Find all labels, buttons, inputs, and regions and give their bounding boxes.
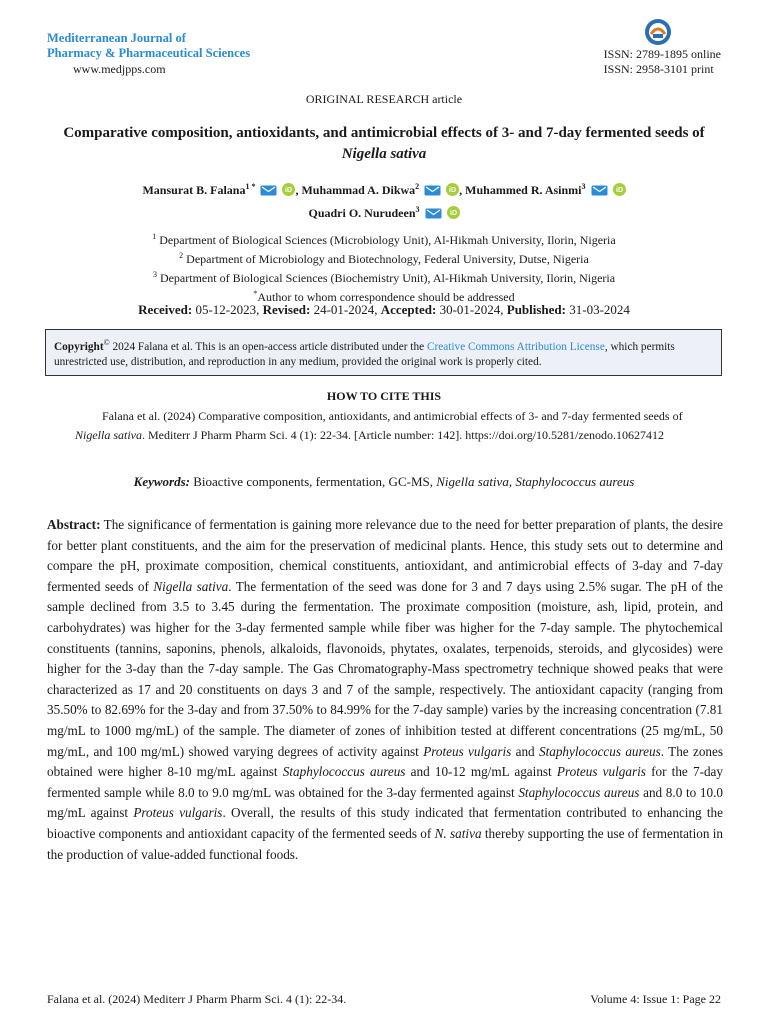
copyright-text-2: , which permits unrestricted use, distribution, and reproduction in any medium, provided the original work is properly cited. [54, 340, 675, 368]
email-icon[interactable] [260, 185, 277, 196]
orcid-icon[interactable] [613, 183, 626, 196]
revised-date: 24-01-2024, [310, 302, 381, 317]
author-separator: , [295, 183, 302, 197]
author-sup: 2 [415, 182, 420, 191]
accepted-label: Accepted: [380, 302, 437, 317]
title-text: Comparative composition, antioxidants, and antimicrobial effects of 3- and 7-day fermented seeds of [63, 125, 705, 141]
journal-name [47, 31, 250, 61]
abstract-text: . The fermentation of the seed was done for 3 and 7 days using 2.5% sugar. The pH of the sample declined from 3.5 to 3.45 during the fermentation. The proximate composition (moisture, ash, lipid, protein, and carbohydrates) was higher for the 3-day fermented sample while fiber was higher for the 7-day sample. The phytochemical constituents (tannins, saponins, phenols, alkaloids, flavonoids, phytates, oxalates, terpenoids, steroids, and glycosides) were higher for the 3-day than the 7-day sample. The Gas Chromatography-Mass spectrometry technique showed peaks that were characterized as 17 and 20 constituents on days 3 and 7 of the sample, respectively. The antioxidant capacity (ranging from 35.50% to 82.69% for the 3-day and from 37.50% to 84.99% for the 7-day sample) varies by the increasing concentration (7.81 mg/mL to 1000 mg/mL) of the sample. The diameter of zones of inhibition tested at different concentrations (25 mg/mL, 50 mg/mL, and 100 mg/mL) showed varying degrees of activity against [47, 578, 723, 759]
author-line-2 [60, 200, 708, 223]
abstract-italic: Staphylococcus aureus [538, 743, 661, 759]
author-name: Mansurat B. Falana [142, 183, 246, 197]
affiliation-item [60, 267, 708, 286]
correspondence-text: Author to whom correspondence should be addressed [257, 290, 515, 304]
abstract-text: and [511, 743, 539, 759]
svg-text:iD: iD [449, 187, 457, 194]
affiliation-text: Department of Biological Sciences (Microbiology Unit), Al-Hikmah University, Ilorin, Nigeria [156, 233, 616, 247]
copyright-symbol: © [103, 338, 110, 347]
abstract-italic: Proteus vulgaris [556, 764, 646, 780]
citation-text-2: . Mediterr J Pharm Pharm Sci. 4 (1): 22-34. [Article number: 142]. https://doi.org/10.5281/zenodo.10627412 [142, 428, 665, 442]
affiliation-num: 1 [152, 232, 157, 241]
received-label: Received: [138, 302, 193, 317]
abstract-italic: Staphylococcus aureus [518, 784, 640, 800]
abstract-text: The significance of fermentation is gaining more relevance due to the need for better preparation of plants, the desire for better plant constituents, and the aim for the preservation of medicinal plants. Hence, this study sets out to determine and compare the pH, proximate composition, chemical constituents, antioxidant, and antimicrobial effects of 3-day and 7-day fermented seeds of [47, 517, 723, 594]
abstract-italic: Staphylococcus aureus [282, 764, 406, 780]
article-type: ORIGINAL RESEARCH article [305, 92, 463, 106]
footer-citation: Falana et al. (2024) Mediterr J Pharm Pharm Sci. 4 (1): 22-34. [47, 992, 347, 1006]
license-link[interactable]: Creative Commons Attribution License [426, 340, 605, 353]
affiliation-item [60, 229, 708, 248]
email-icon[interactable] [425, 208, 442, 219]
issn-online: ISSN: 2789-1895 online [603, 47, 721, 61]
published-date: 31-03-2024 [566, 302, 630, 317]
abstract-text: and 8.0 to 10.0 mg/mL against [47, 784, 723, 821]
copyright-box [45, 329, 722, 376]
title-species: Nigella sativa [341, 146, 427, 162]
author-sup: 3 [415, 205, 420, 214]
affiliation-num: 3 [152, 270, 157, 279]
abstract-text: . The zones obtained were higher 8-10 mg/mL against [47, 743, 723, 780]
abstract-label: Abstract: [47, 517, 101, 532]
svg-text:iD: iD [285, 187, 293, 194]
asterisk: * [253, 289, 258, 298]
journal-url[interactable]: www.medjpps.com [73, 62, 166, 76]
author-sup: 1 * [245, 182, 256, 191]
abstract-text: . Overall, the results of this study indicated that fermentation contributed to enhancing the bioactive components and antioxidant capacity of the fermented seeds of [47, 805, 723, 841]
accepted-date: 30-01-2024, [436, 302, 507, 317]
copyright-label: Copyright [54, 340, 104, 353]
author-sup: 3 [581, 182, 586, 191]
author-list [60, 177, 708, 223]
keywords-label: Keywords: [133, 474, 190, 489]
keywords-italic: Nigella sativa, Staphylococcus aureus [436, 474, 635, 489]
keywords-text: Bioactive components, fermentation, GC-MS, [190, 474, 437, 489]
journal-logo-icon [644, 18, 672, 46]
affiliation-num: 2 [179, 251, 184, 260]
author-name: Quadri O. Nurudeen [308, 206, 416, 220]
journal-name-line1: Mediterranean Journal of [47, 31, 186, 45]
email-icon[interactable] [591, 185, 608, 196]
page-number: Volume 4: Issue 1: Page 22 [590, 992, 721, 1006]
author-separator: , [459, 183, 466, 197]
affiliations [60, 229, 708, 305]
revised-label: Revised: [262, 302, 311, 317]
orcid-icon[interactable] [446, 183, 459, 196]
abstract-italic: Proteus vulgaris [423, 743, 512, 759]
abstract [47, 515, 723, 865]
affiliation-item [60, 248, 708, 267]
author-name: Muhammed R. Asinmi [465, 183, 582, 197]
article-dates [40, 302, 728, 318]
copyright-text: 2024 Falana et al. This is an open-access article distributed under the [109, 340, 427, 353]
svg-text:iD: iD [615, 187, 623, 194]
issn-block [604, 47, 721, 77]
journal-name-line2: Pharmacy & Pharmaceutical Sciences [47, 46, 251, 60]
citation [75, 407, 715, 445]
keywords [0, 474, 768, 490]
issn-print: ISSN: 2958-3101 print [603, 62, 714, 76]
affiliation-text: Department of Microbiology and Biotechnology, Federal University, Dutse, Nigeria [183, 252, 589, 266]
abstract-italic: Proteus vulgaris [133, 805, 223, 821]
orcid-icon[interactable] [447, 206, 460, 219]
abstract-text: and 10-12 mg/mL against [405, 764, 557, 780]
received-date: 05-12-2023, [192, 302, 263, 317]
orcid-icon[interactable] [282, 183, 295, 196]
abstract-italic: Nigella sativa [153, 578, 229, 594]
author-line-1 [60, 177, 708, 200]
published-label: Published: [506, 302, 566, 317]
svg-text:iD: iD [449, 210, 457, 217]
abstract-text: for the 7-day fermented sample while 8.0 to 9.0 mg/mL was obtained for the 3-day fermented against [47, 764, 723, 800]
citation-species: Nigella sativa [75, 428, 142, 442]
citation-text: Falana et al. (2024) Comparative composition, antioxidants, and antimicrobial effects of 3- and 7-day fermented seeds of [102, 409, 683, 423]
abstract-text: thereby supporting the use of fermentation in the production of value-added functional foods. [47, 825, 724, 862]
cite-heading: HOW TO CITE THIS [326, 389, 442, 403]
article-title [60, 123, 708, 165]
affiliation-text: Department of Biological Sciences (Biochemistry Unit), Al-Hikmah University, Ilorin, Nigeria [156, 271, 616, 285]
author-name: Muhammad A. Dikwa [301, 183, 416, 197]
abstract-italic: N. sativa [434, 825, 482, 841]
email-icon[interactable] [424, 185, 441, 196]
